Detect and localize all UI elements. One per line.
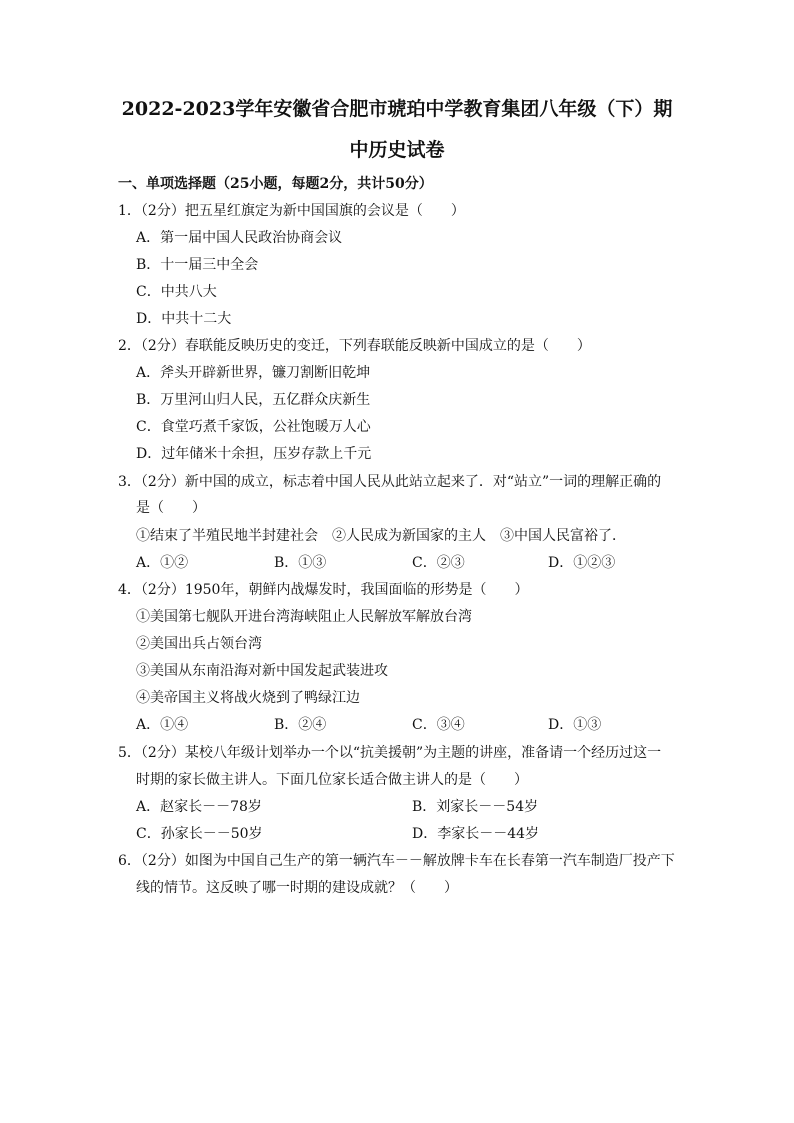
question-3-stem: 3．（2分）新中国的成立，标志着中国人民从此站立起来了．对“站立”一词的理解正确的 [118,474,662,490]
question-2-option-c: C．食堂巧煮千家饭，公社饱暖万人心 [136,419,371,435]
section-heading: 一、单项选择题（25小题，每题2分，共计50分） [118,176,433,192]
question-5-option-d: D．李家长－－44岁 [412,826,540,842]
exam-title-line-1: 2022-2023学年安徽省合肥市琥珀中学教育集团八年级（下）期 [121,98,673,120]
question-4-option-a: A．①④ [136,717,189,733]
question-2-option-a: A．斧头开辟新世界，镰刀割断旧乾坤 [136,365,371,381]
question-4-statement-4: ④美帝国主义将战火烧到了鸭绿江边 [136,690,360,706]
question-4-stem: 4．（2分）1950年，朝鲜内战爆发时，我国面临的形势是（ ） [118,582,529,598]
exam-title-line-2: 中历史试卷 [349,139,445,161]
question-4-option-d: D．①③ [548,717,602,733]
question-4-option-c: C．③④ [412,717,465,733]
question-5-stem: 5．（2分）某校八年级计划举办一个以“抗美援朝”为主题的讲座，准备请一个经历过这一 [118,745,662,761]
question-2-option-b: B．万里河山归人民，五亿群众庆新生 [136,392,371,408]
question-6-stem-continued: 线的情节。这反映了哪一时期的建设成就？（ ） [136,880,458,896]
question-6-stem: 6．（2分）如图为中国自己生产的第一辆汽车－－解放牌卡车在长春第一汽车制造厂投产下 [118,853,675,869]
question-2-stem: 2．（2分）春联能反映历史的变迁，下列春联能反映新中国成立的是（ ） [118,338,591,354]
question-3-option-a: A．①② [136,555,189,571]
question-3-stem-continued: 是（ ） [136,500,206,516]
question-4-option-b: B．②④ [274,717,327,733]
question-4-statement-1: ①美国第七舰队开进台湾海峡阻止人民解放军解放台湾 [136,609,472,625]
question-1-option-a: A．第一届中国人民政治协商会议 [136,230,343,246]
question-3-statements: ①结束了半殖民地半封建社会 ②人民成为新国家的主人 ③中国人民富裕了． [136,528,626,544]
question-1-stem: 1．（2分）把五星红旗定为新中国国旗的会议是（ ） [118,203,465,219]
question-3-option-b: B．①③ [274,555,327,571]
question-5-option-b: B．刘家长－－54岁 [412,799,539,815]
question-1-option-b: B．十一届三中全会 [136,257,259,273]
question-5-stem-continued: 时期的家长做主讲人。下面几位家长适合做主讲人的是（ ） [136,772,528,788]
question-3-option-d: D．①②③ [548,555,616,571]
question-2-option-d: D．过年储米十余担，压岁存款上千元 [136,446,372,462]
question-3-option-c: C．②③ [412,555,465,571]
question-5-option-a: A．赵家长－－78岁 [136,799,262,815]
question-4-statement-3: ③美国从东南沿海对新中国发起武装进攻 [136,663,388,679]
question-5-option-c: C．孙家长－－50岁 [136,826,263,842]
question-4-statement-2: ②美国出兵占领台湾 [136,636,262,652]
question-1-option-c: C．中共八大 [136,284,217,300]
question-1-option-d: D．中共十二大 [136,311,232,327]
